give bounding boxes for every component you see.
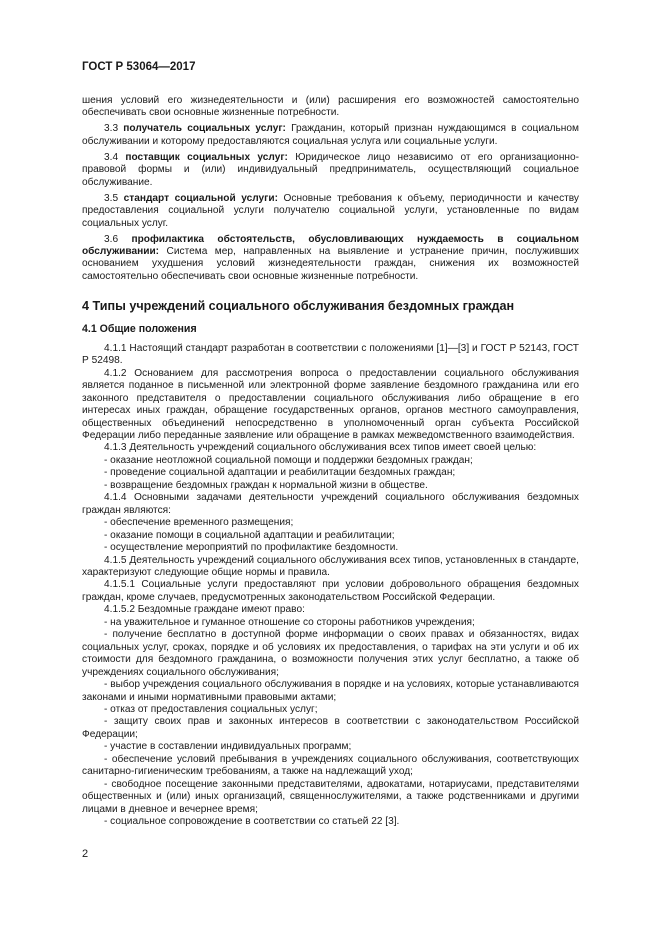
list-item: - обеспечение временного размещения; [104,517,294,529]
term-name: профилактика обстоятельств, обусловливающих нуждаемость в социальном обслуживании: [82,233,579,257]
term-3-3 [82,123,579,148]
list-item: - возвращение бездомных граждан к нормальной жизни в обществе. [104,479,428,491]
term-number: 3.6 [104,233,119,245]
paragraph: 4.1.5 Деятельность учреждений социального обслуживания всех типов, установленных в стандарте, характеризуют следующие общие нормы и правила. [82,554,579,578]
list-item: - проведение социальной адаптации и реабилитации бездомных граждан; [104,467,456,479]
list-item: - выбор учреждения социального обслуживания в порядке и на условиях, которые устанавливаются законами и иными нормативными правовыми актами; [82,679,579,703]
document-header: ГОСТ Р 53064—2017 [82,61,196,73]
list-item: - защиту своих прав и законных интересов в соответствии с законодательством Российской Федерации; [82,716,579,740]
term-definition: Юридическое лицо независимо от его организационно-правовой формы и (или) индивидуальный предприниматель, осуществляющий социальное обслуживание. [82,151,580,188]
paragraph: 4.1.5.2 Бездомные граждане имеют право: [104,604,305,616]
list-item: - свободное посещение законными представителями, адвокатами, нотариусами, представителями общественных и (или) иных организаций, священнослужителями, а также родственниками и другими лицами в дневное и вечернее время; [82,778,579,815]
list-item: - отказ от предоставления социальных услуг; [104,703,318,715]
term-name: стандарт социальной услуги: [123,192,278,204]
list-item: - обеспечение условий пребывания в учреждениях социального обслуживания, соответствующих санитарно-гигиеническим требованиям, а также на надлежащий уход; [82,753,579,778]
section3-continuation: шения условий его жизнедеятельности и (или) расширения его возможностей самостоятельно обеспечивать свои основные жизненные потребности. [82,95,579,119]
list-item: - участие в составлении индивидуальных программ; [104,741,352,753]
paragraph: 4.1.3 Деятельность учреждений социального обслуживания всех типов имеет своей целью: [104,442,537,454]
term-3-5 [82,193,579,230]
list-item: - оказание неотложной социальной помощи и поддержки бездомных граждан; [104,454,473,466]
paragraph: 4.1.2 Основанием для рассмотрения вопроса о предоставлении социального обслуживания является поданное в письменной или электронной форме заявление бездомного гражданина или его законного представителя о предоставлении социального обслуживания либо обращение в его интересах иных граждан, обращение государственных органов, органов местного самоуправления, общественных объединений непосредственно в уполномоченный орган субъекта Российской Федерации либо переданные заявление или обращение в рамках межведомственного взаимодействия. [82,367,579,442]
subsection-4-1-heading: 4.1 Общие положения [82,323,197,336]
term-definition: Основные требования к объему, периодичности и качеству предоставления социальной услуги получателю социальной услуги, установленные по видам социальных услуг. [82,192,579,229]
page-content [82,95,579,829]
term-name: поставщик социальных услуг: [125,151,288,163]
term-number: 3.3 [104,123,119,135]
term-name: получатель социальных услуг: [123,123,286,135]
list-item: - получение бесплатно в доступной форме информации о своих правах и обязанностях, видах социальных услуг, сроках, порядке и об условиях их предоставления, о тарифах на эти услуги и об их стоимости для бездомного гражданина, о возможности получения этих услуг бесплатно, а также об учреждениях социального обслуживания; [82,629,579,678]
section-4-heading: 4 Типы учреждений социального обслуживания бездомных граждан [82,299,515,314]
list-item: - осуществление мероприятий по профилактике бездомности. [104,542,399,554]
paragraph: 4.1.4 Основными задачами деятельности учреждений социального обслуживания бездомных граждан являются: [82,492,579,516]
term-definition: Система мер, направленных на выявление и устранение причин, послуживших основанием ухудшения условий жизнедеятельности граждан, снижения их возможностей самостоятельно обеспечивать свои основные жизненные потребности. [82,245,579,282]
term-3-4 [82,152,579,189]
term-3-6 [82,234,579,284]
page-number: 2 [82,848,89,860]
term-number: 3.4 [104,151,119,163]
paragraph: 4.1.1 Настоящий стандарт разработан в соответствии с положениями [1]—[3] и ГОСТ Р 52143, ГОСТ Р 52498. [82,342,579,367]
term-number: 3.5 [104,192,119,204]
list-item: - на уважительное и гуманное отношение со стороны работников учреждения; [104,616,475,628]
list-item: - социальное сопровождение в соответствии со статьей 22 [3]. [104,816,400,828]
paragraph: 4.1.5.1 Социальные услуги предоставляют при условии добровольного обращения бездомных граждан, кроме случаев, предусмотренных законодательством Российской Федерации. [82,579,579,603]
term-definition: Гражданин, который признан нуждающимся в социальном обслуживании и которому предоставляются социальная услуга или социальные услуги. [82,123,579,147]
list-item: - оказание помощи в социальной адаптации и реабилитации; [104,529,395,541]
